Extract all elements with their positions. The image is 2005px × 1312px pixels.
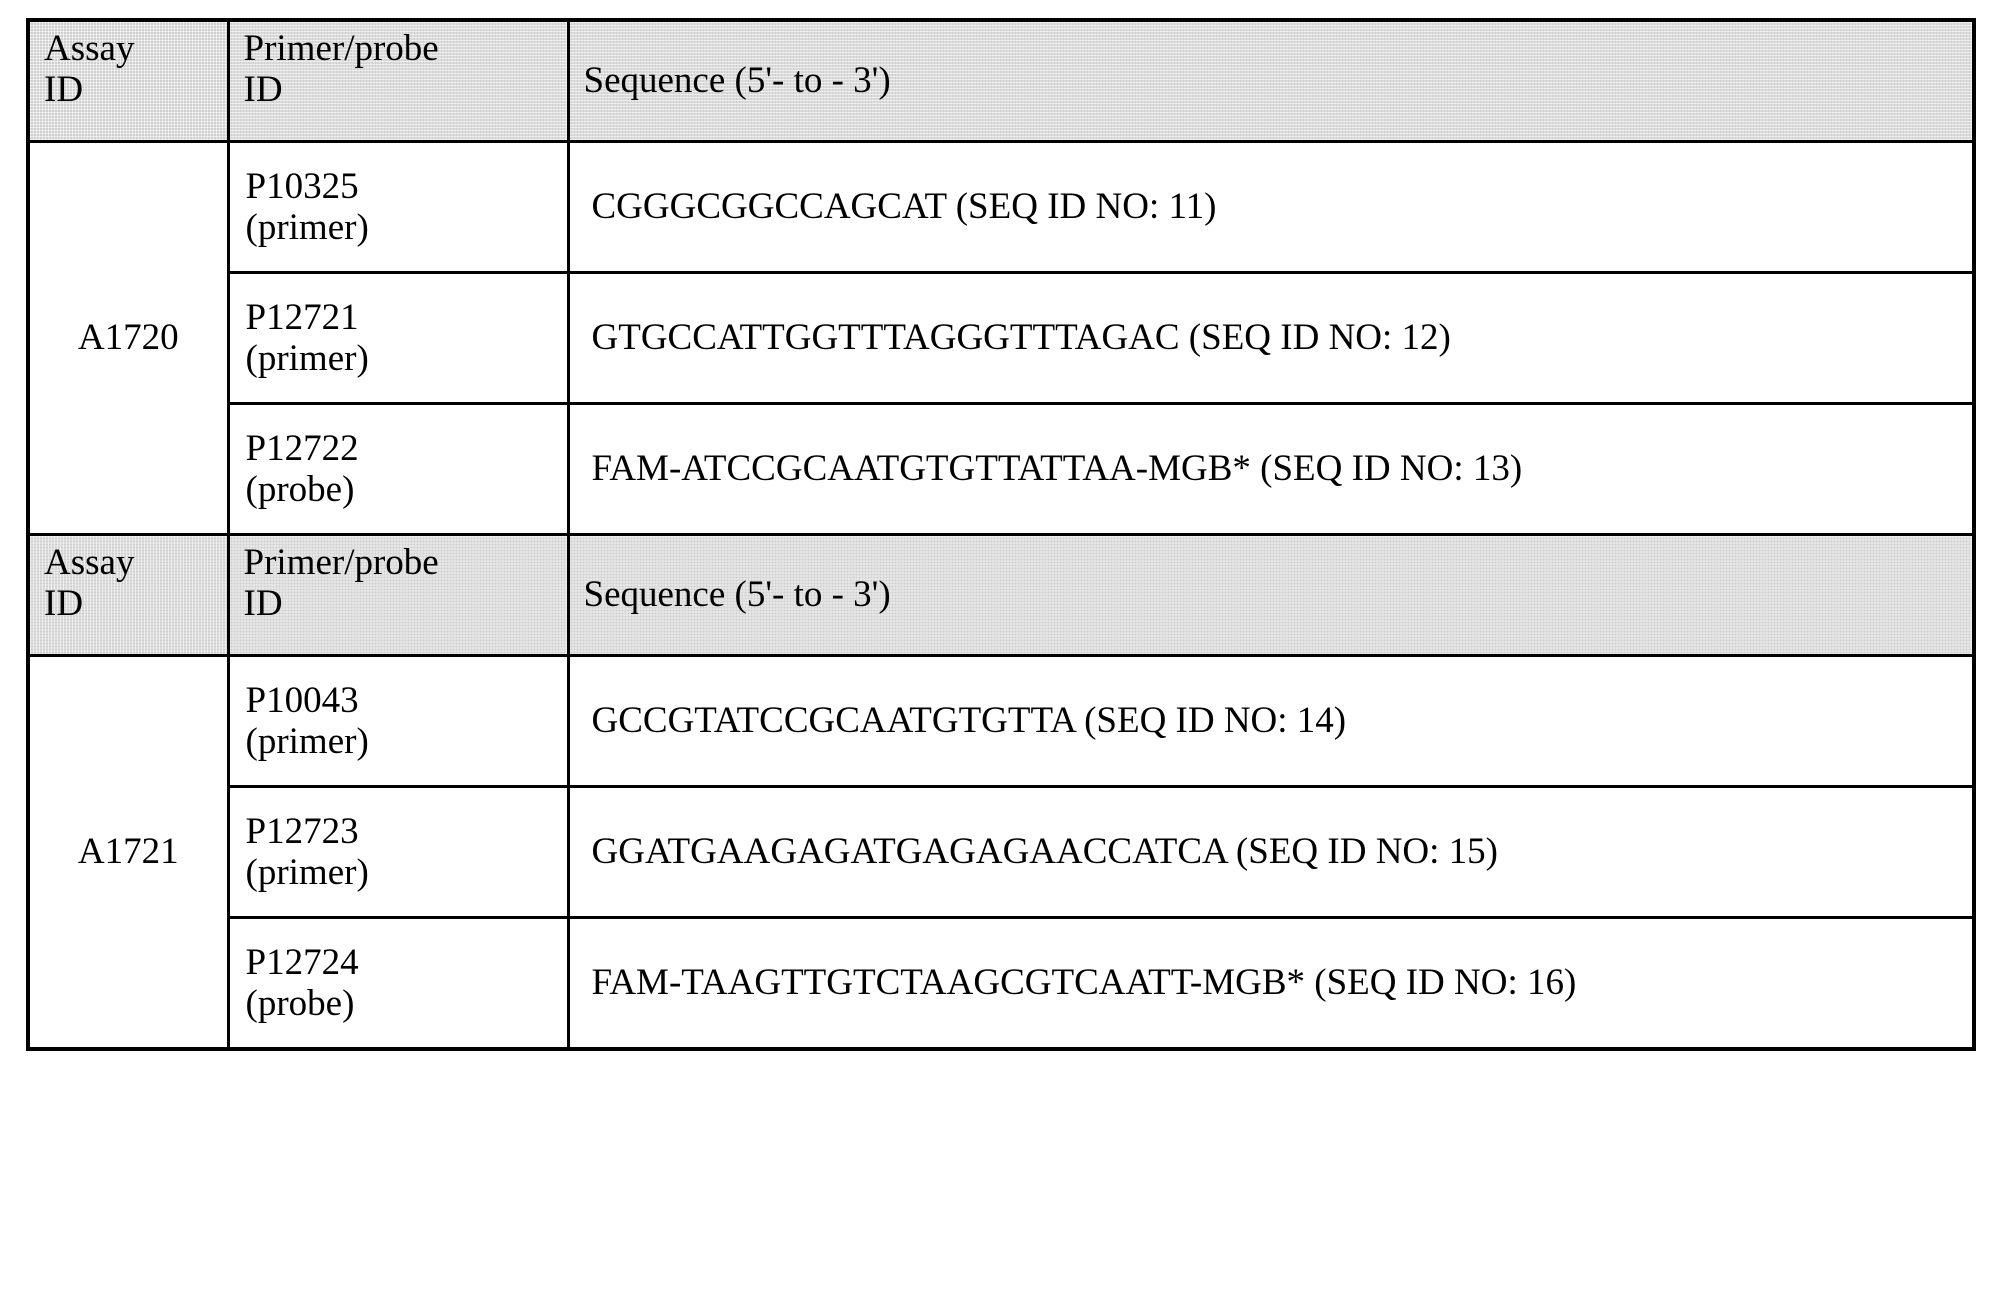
sequence-value: FAM-ATCCGCAATGTGTTATTAA-MGB* (SEQ ID NO: 13) — [591, 448, 1523, 490]
primer-probe-id-cell — [228, 404, 568, 535]
header-assay-id-line1: Assay — [44, 542, 135, 583]
table-row — [28, 404, 1974, 535]
sequence-cell — [568, 656, 1974, 787]
primer-probe-type: (primer) — [245, 207, 369, 248]
sequence-cell — [568, 142, 1974, 273]
primer-probe-id-cell — [228, 142, 568, 273]
sequence-value: GTGCCATTGGTTTAGGGTTTAGAC (SEQ ID NO: 12) — [591, 317, 1451, 359]
header-cell-sequence — [568, 535, 1974, 656]
header-primer-probe-line1: Primer/probe — [243, 542, 439, 583]
header-cell-primer-probe-id — [228, 20, 568, 142]
assay-primer-probe-table — [26, 18, 1976, 1051]
primer-probe-id-value: P12723 — [245, 810, 359, 852]
primer-probe-type: (primer) — [245, 852, 369, 893]
assay-id-value: A1721 — [77, 831, 179, 873]
header-primer-probe-line1: Primer/probe — [243, 28, 439, 69]
header-assay-id-line2: ID — [44, 69, 84, 111]
sequence-cell — [568, 273, 1974, 404]
primer-probe-id-value: P12721 — [245, 296, 359, 338]
primer-probe-type: (probe) — [245, 469, 355, 510]
primer-probe-type: (primer) — [245, 338, 369, 379]
header-assay-id-line2: ID — [44, 583, 84, 625]
header-cell-assay-id — [28, 535, 228, 656]
primer-probe-id-value: P10043 — [245, 679, 359, 721]
table-row — [28, 918, 1974, 1050]
sequence-value: CGGGCGGCCAGCAT (SEQ ID NO: 11) — [591, 186, 1217, 228]
table-row — [28, 787, 1974, 918]
sequence-cell — [568, 404, 1974, 535]
primer-probe-id-value: P10325 — [245, 165, 359, 207]
primer-probe-type: (primer) — [245, 721, 369, 762]
assay-id-cell — [28, 142, 228, 535]
sequence-cell — [568, 787, 1974, 918]
primer-probe-id-value: P12724 — [245, 941, 359, 983]
header-assay-id-line1: Assay — [44, 28, 135, 69]
sequence-value: FAM-TAAGTTGTCTAAGCGTCAATT-MGB* (SEQ ID NO: 16) — [591, 962, 1577, 1004]
primer-probe-id-cell — [228, 918, 568, 1050]
primer-probe-id-cell — [228, 656, 568, 787]
header-cell-sequence — [568, 20, 1974, 142]
assay-id-value: A1720 — [77, 317, 179, 359]
table-row — [28, 273, 1974, 404]
table-row — [28, 656, 1974, 787]
primer-probe-id-value: P12722 — [245, 427, 359, 469]
header-primer-probe-line2: ID — [243, 69, 283, 111]
table-header-row — [28, 20, 1974, 142]
header-primer-probe-line2: ID — [243, 583, 283, 625]
sequence-cell — [568, 918, 1974, 1050]
assay-id-cell — [28, 656, 228, 1050]
header-sequence-label: Sequence (5'- to - 3') — [583, 60, 891, 102]
header-cell-assay-id — [28, 20, 228, 142]
sequence-value: GCCGTATCCGCAATGTGTTA (SEQ ID NO: 14) — [591, 700, 1347, 742]
sequence-value: GGATGAAGAGATGAGAGAACCATCA (SEQ ID NO: 15) — [591, 831, 1498, 873]
primer-probe-id-cell — [228, 273, 568, 404]
table-header-row — [28, 535, 1974, 656]
primer-probe-type: (probe) — [245, 983, 355, 1024]
table-row — [28, 142, 1974, 273]
header-cell-primer-probe-id — [228, 535, 568, 656]
primer-probe-id-cell — [228, 787, 568, 918]
header-sequence-label: Sequence (5'- to - 3') — [583, 574, 891, 616]
